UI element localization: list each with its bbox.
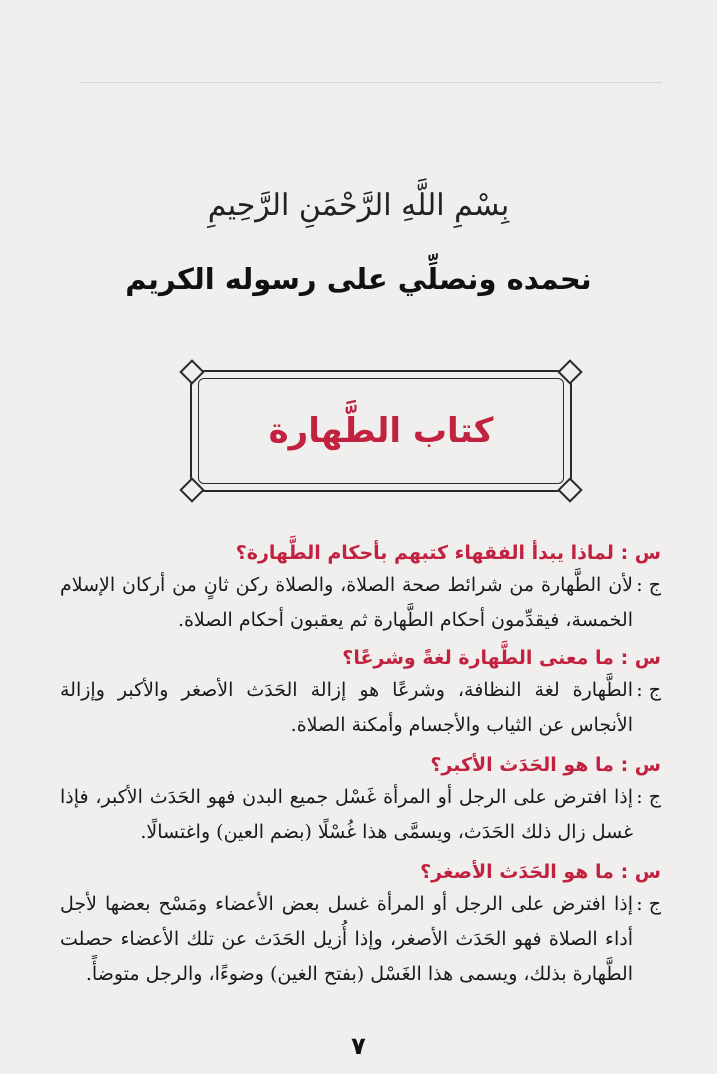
answer: [60, 887, 661, 992]
chapter-title-inner-frame: [198, 378, 564, 484]
question-marker: س :: [620, 542, 661, 564]
praise-heading: نحمده ونصلِّي على رسوله الكريم: [125, 262, 592, 296]
answer-marker: ج :: [636, 786, 661, 808]
question-text: ما هو الحَدَث الأكبر؟: [430, 754, 614, 776]
qa-item: [60, 857, 661, 992]
question: [60, 538, 661, 568]
answer-text: لأن الطَّهارة من شرائط صحة الصلاة، والصلاة ركن ثانٍ من أركان الإسلام الخمسة، فيقدِّمون أحكام الطَّهارة ثم يعقبون أحكام الصلاة.: [60, 574, 633, 631]
question-text: لماذا يبدأ الفقهاء كتبهم بأحكام الطَّهارة؟: [235, 542, 614, 564]
qa-item: [60, 643, 661, 743]
answer-text: إذا افترض على الرجل أو المرأة غسل بعض الأعضاء ومَسْح بعضها لأجل أداء الصلاة فهو الحَدَث الأصغر، وإذا أُزيل الحَدَث عن تلك الأعضاء حصلت الطَّهارة بذلك، ويسمى هذا الغَسْل (بفتح الغين) وضوءًا، والرجل متوضأً.: [60, 893, 633, 985]
chapter-title-frame: [190, 370, 572, 492]
qa-item: [60, 750, 661, 850]
question-marker: س :: [620, 754, 661, 776]
basmala: بِسْمِ اللَّهِ الرَّحْمَنِ الرَّحِيمِ: [207, 188, 510, 223]
running-head-rule: [80, 82, 662, 83]
chapter-title: كتاب الطَّهارة: [268, 411, 494, 451]
question: [60, 643, 661, 673]
answer-marker: ج :: [636, 574, 661, 596]
question-marker: س :: [620, 647, 661, 669]
question-text: ما هو الحَدَث الأصغر؟: [420, 861, 614, 883]
answer: [60, 780, 661, 850]
answer: [60, 568, 661, 638]
page-number: ٧: [351, 1032, 366, 1060]
answer-marker: ج :: [636, 679, 661, 701]
question-text: ما معنى الطَّهارة لغةً وشرعًا؟: [342, 647, 614, 669]
answer-marker: ج :: [636, 893, 661, 915]
answer-text: الطَّهارة لغة النظافة، وشرعًا هو إزالة الحَدَث الأصغر والأكبر وإزالة الأنجاس عن الثياب والأجسام وأمكنة الصلاة.: [60, 679, 633, 736]
question: [60, 857, 661, 887]
answer: [60, 673, 661, 743]
question-marker: س :: [620, 861, 661, 883]
qa-item: [60, 538, 661, 638]
answer-text: إذا افترض على الرجل أو المرأة غَسْل جميع البدن فهو الحَدَث الأكبر، فإذا غسل زال ذلك الحَدَث، ويسمَّى هذا غُسْلًا (بضم العين) واغتسالًا.: [60, 786, 633, 843]
question: [60, 750, 661, 780]
